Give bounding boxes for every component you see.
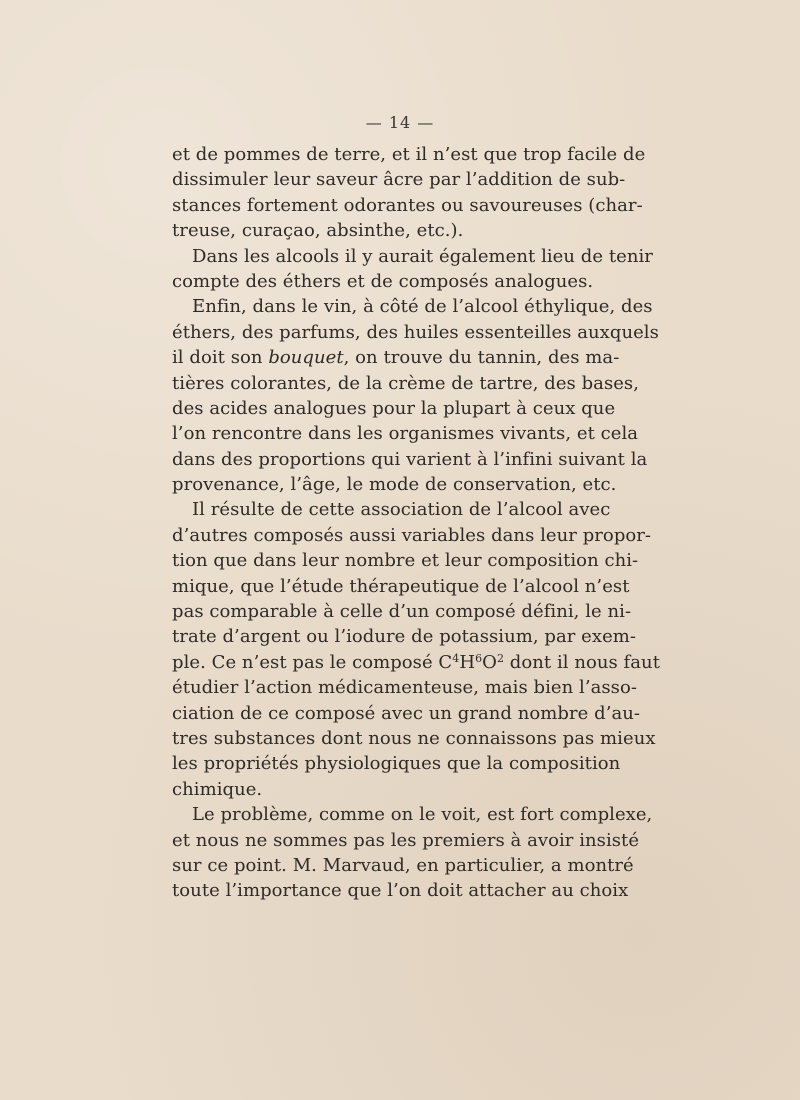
text-line: et de pommes de terre, et il n’est que trop facile de	[172, 144, 646, 165]
text-line: éthers, des parfums, des huiles essenteilles auxquels	[172, 321, 659, 343]
text-fragment: dont il nous faut	[504, 651, 660, 673]
text-fragment: il	[172, 347, 190, 369]
text-fragment: H	[459, 651, 476, 673]
text-line-bouquet	[172, 345, 620, 370]
text-fragment: ple. Ce n’est pas le composé C	[172, 651, 453, 673]
text-line: des acides analogues pour la plupart à ceux que	[172, 397, 616, 419]
italic-term: bouquet	[268, 347, 344, 369]
text-line: les propriétés physiologiques que la composition	[172, 753, 621, 775]
text-line: compte des éthers et de composés analogues.	[172, 270, 594, 292]
text-line-formula	[172, 650, 660, 675]
formula-subscript: 6	[475, 651, 483, 665]
text-line: tières colorantes, de la crème de tartre, des bases,	[172, 372, 639, 394]
text-line: dans des proportions qui varient à l’infini suivant la	[172, 448, 648, 470]
text-line: d’autres composés aussi variables dans leur propor-	[172, 524, 652, 546]
text-line: treuse, curaçao, absinthe, etc.).	[172, 220, 464, 242]
page-number: — 14 —	[365, 113, 435, 132]
text-line: provenance, l’âge, le mode de conservation, etc.	[172, 474, 617, 496]
formula-subscript: 4	[452, 651, 460, 665]
paragraph-start: Il résulte de cette association de l’alcool avec	[192, 499, 611, 521]
paragraph-start: Le problème, comme on le voit, est fort complexe,	[192, 804, 653, 826]
text-line: chimique.	[172, 778, 263, 800]
text-line: toute l’importance que l’on doit attacher au choix	[172, 880, 629, 902]
text-line: sur ce point. M. Marvaud, en particulier, a montré	[172, 854, 634, 876]
formula-subscript: 2	[496, 651, 505, 665]
paragraph-start: Enfin, dans le vin, à côté de l’alcool éthylique, des	[192, 296, 653, 318]
text-line: étudier l’action médicamenteuse, mais bien l’asso-	[172, 677, 637, 699]
text-line: l’on rencontre dans les organismes vivants, et cela	[172, 423, 639, 445]
text-line: dissimuler leur saveur âcre par l’addition de sub-	[172, 169, 626, 191]
text-fragment: , on trouve du tannin, des ma-	[343, 347, 620, 369]
body-text	[172, 142, 660, 904]
text-line: pas comparable à celle d’un composé défini, le ni-	[172, 601, 632, 623]
text-line: tres substances dont nous ne connaissons pas mieux	[172, 727, 656, 749]
text-line: stances fortement odorantes ou savoureuses (char-	[172, 194, 643, 216]
paragraph-start: Dans les alcools il y aurait également lieu de tenir	[192, 245, 653, 267]
text-line: mique, que l’étude thérapeutique de l’alcool n’est	[172, 575, 630, 597]
text-line: et nous ne sommes pas les premiers à avoir insisté	[172, 829, 640, 851]
text-fragment: O	[482, 651, 497, 673]
text-line: tion que dans leur nombre et leur composition chi-	[172, 550, 639, 572]
text-line: ciation de ce composé avec un grand nombre d’au-	[172, 702, 641, 724]
text-line: trate d’argent ou l’iodure de potassium, par exem-	[172, 626, 637, 648]
text-fragment: doit son	[189, 347, 263, 369]
